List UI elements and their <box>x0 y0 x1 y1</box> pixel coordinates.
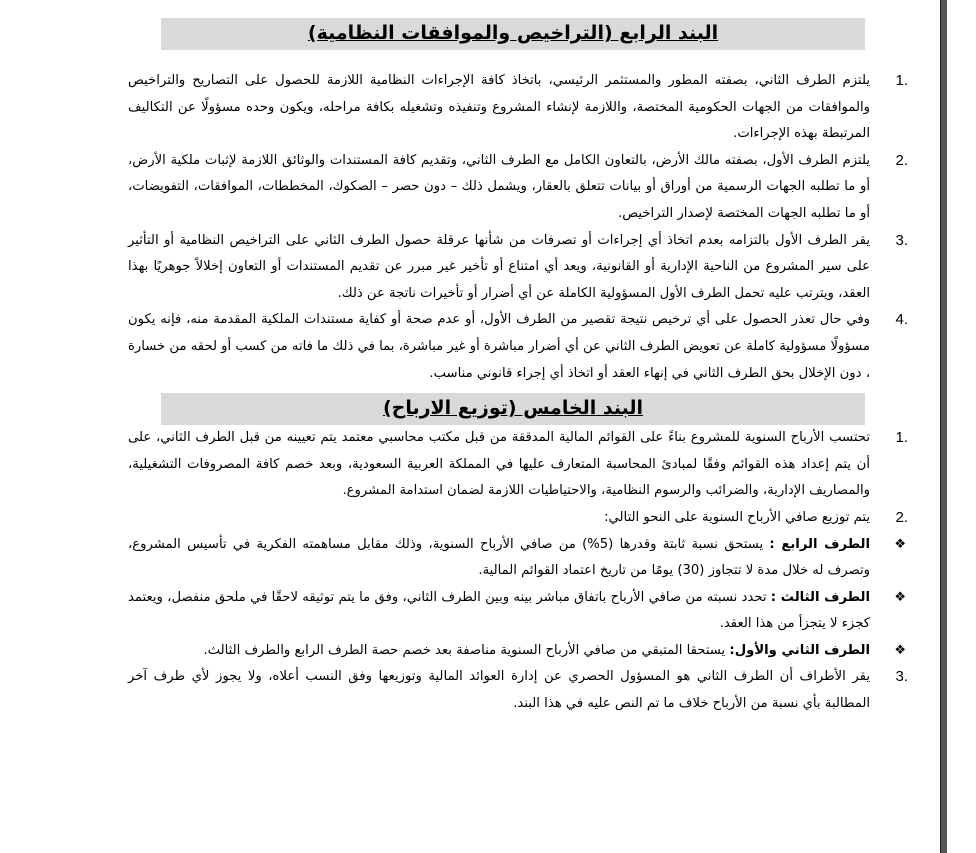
list-item <box>128 664 908 717</box>
item-text: تحتسب الأرباح السنوية للمشروع بناءً على القوائم المالية المدققة من قبل مكتب محاسبي معتمد يتم تعيينه من قبل الطرف الثاني، على أن يتم إعداد هذه القوائم وفقًا لمبادئ المحاسبة المتعارف عليها في المملكة العربية السعودية، وبعد خصم كافة المصروفات التشغيلية، والمصاريف الإدارية، والضرائب والرسوم النظامية، والاحتياطيات اللازمة لضمان استدامة المشروع. <box>128 430 870 499</box>
bullet-label: الطرف الرابع : <box>769 536 871 552</box>
section-4-list <box>118 68 908 387</box>
list-item <box>128 505 908 532</box>
list-item <box>128 307 908 387</box>
item-number: 3. <box>895 668 908 686</box>
diamond-bullet-icon: ❖ <box>894 536 906 552</box>
bullet-label: الطرف الثاني والأول: <box>729 642 870 658</box>
list-item <box>128 148 908 228</box>
bullet-item <box>128 585 908 638</box>
list-item <box>128 228 908 308</box>
list-item <box>128 68 908 148</box>
item-text: وفي حال تعذر الحصول على أي ترخيص نتيجة تقصير من الطرف الأول، أو عدم صحة أو كفاية مستندات الملكية المقدمة منه، فإنه يكون مسؤولًا مسؤولية كاملة عن تعويض الطرف الثاني عن أي أضرار مباشرة أو غير مباشرة، بما في ذلك ما فاته من كسب أو لحقه من خسارة ، دون الإخلال بحق الطرف الثاني في إنهاء العقد أو اتخاذ أي إجراء قانوني مناسب. <box>128 312 870 381</box>
section-5-list <box>118 425 908 718</box>
item-number: 3. <box>895 231 908 249</box>
bullet-label: الطرف الثالث : <box>770 589 870 605</box>
item-number: 2. <box>895 151 908 169</box>
bullet-item <box>128 638 908 665</box>
item-text: يلتزم الطرف الثاني، بصفته المطور والمستثمر الرئيسي، باتخاذ كافة الإجراءات النظامية اللازمة للحصول على التصاريح والتراخيص والموافقات من الجهات الحكومية المختصة، واللازمة لإنشاء المشروع وتنفيذه وتشغيله بكافة مراحله، ويكون وحده مسؤولًا عن التكاليف المرتبطة بهذه الإجراءات. <box>128 73 870 142</box>
item-number: 1. <box>895 429 908 447</box>
item-text: يتم توزيع صافي الأرباح السنوية على النحو التالي: <box>604 509 870 525</box>
item-text: يلتزم الطرف الأول، بصفته مالك الأرض، بالتعاون الكامل مع الطرف الثاني، وتقديم كافة المستندات والوثائق اللازمة لإثبات ملكية الأرض، أو ما تطلبه الجهات الرسمية من أوراق أو بيانات تتعلق بالعقار، ويشمل ذلك – دون حصر – الصكوك، المخططات، الموافقات، التفويضات، أو ما تطلبه الجهات المختصة لإصدار التراخيص. <box>128 152 870 221</box>
list-item <box>128 425 908 505</box>
item-number: 4. <box>895 311 908 329</box>
bullet-item <box>128 532 908 585</box>
section-4-title: البند الرابع (التراخيص والموافقات النظامية) <box>161 18 865 50</box>
bullet-text: تحدد نسبته من صافي الأرباح باتفاق مباشر بينه وبين الطرف الثاني، وفق ما يتم توثيقه لاحقًا في ملحق منفصل، ويعتمد كجزء لا يتجزأ من هذا العقد. <box>128 589 870 632</box>
document-page <box>118 0 908 718</box>
section-5-title: البند الخامس (توزيع الارباح) <box>161 393 865 425</box>
item-number: 2. <box>895 508 908 526</box>
bullet-text: يستحقا المتبقي من صافي الأرباح السنوية مناصفة بعد خصم حصة الطرف الرابع والطرف الثالث. <box>203 642 730 658</box>
item-text: يقر الأطراف أن الطرف الثاني هو المسؤول الحصري عن إدارة العوائد المالية وتوزيعها وفق النسب أعلاه، ولا يجوز لأي طرف آخر المطالبة بأي نسبة من الأرباح خلاف ما تم النص عليه في هذا البند. <box>128 669 870 712</box>
diamond-bullet-icon: ❖ <box>894 642 906 658</box>
page-right-border <box>940 0 947 853</box>
item-number: 1. <box>895 72 908 89</box>
diamond-bullet-icon: ❖ <box>894 589 906 605</box>
bullet-text: يستحق نسبة ثابتة وقدرها (5%) من صافي الأرباح السنوية، وذلك مقابل مساهمته الفكرية في تأسيس المشروع، وتصرف له خلال مدة لا تتجاوز (30) يومًا من تاريخ اعتماد القوائم المالية. <box>128 536 870 579</box>
item-text: يقر الطرف الأول بالتزامه بعدم اتخاذ أي إجراءات أو تصرفات من شأنها عرقلة حصول الطرف الثاني على التراخيص النظامية أو التأثير على سير المشروع من الناحية الإدارية أو القانونية، ويعد أي امتناع أو تأخير غير مبرر عن تقديم المستندات أو التعاون إخلالاً جوهريًا بهذا العقد، ويترتب عليه تحمل الطرف الأول المسؤولية الكاملة عن أي أضرار أو تأخيرات ناتجة عن ذلك. <box>128 232 870 301</box>
